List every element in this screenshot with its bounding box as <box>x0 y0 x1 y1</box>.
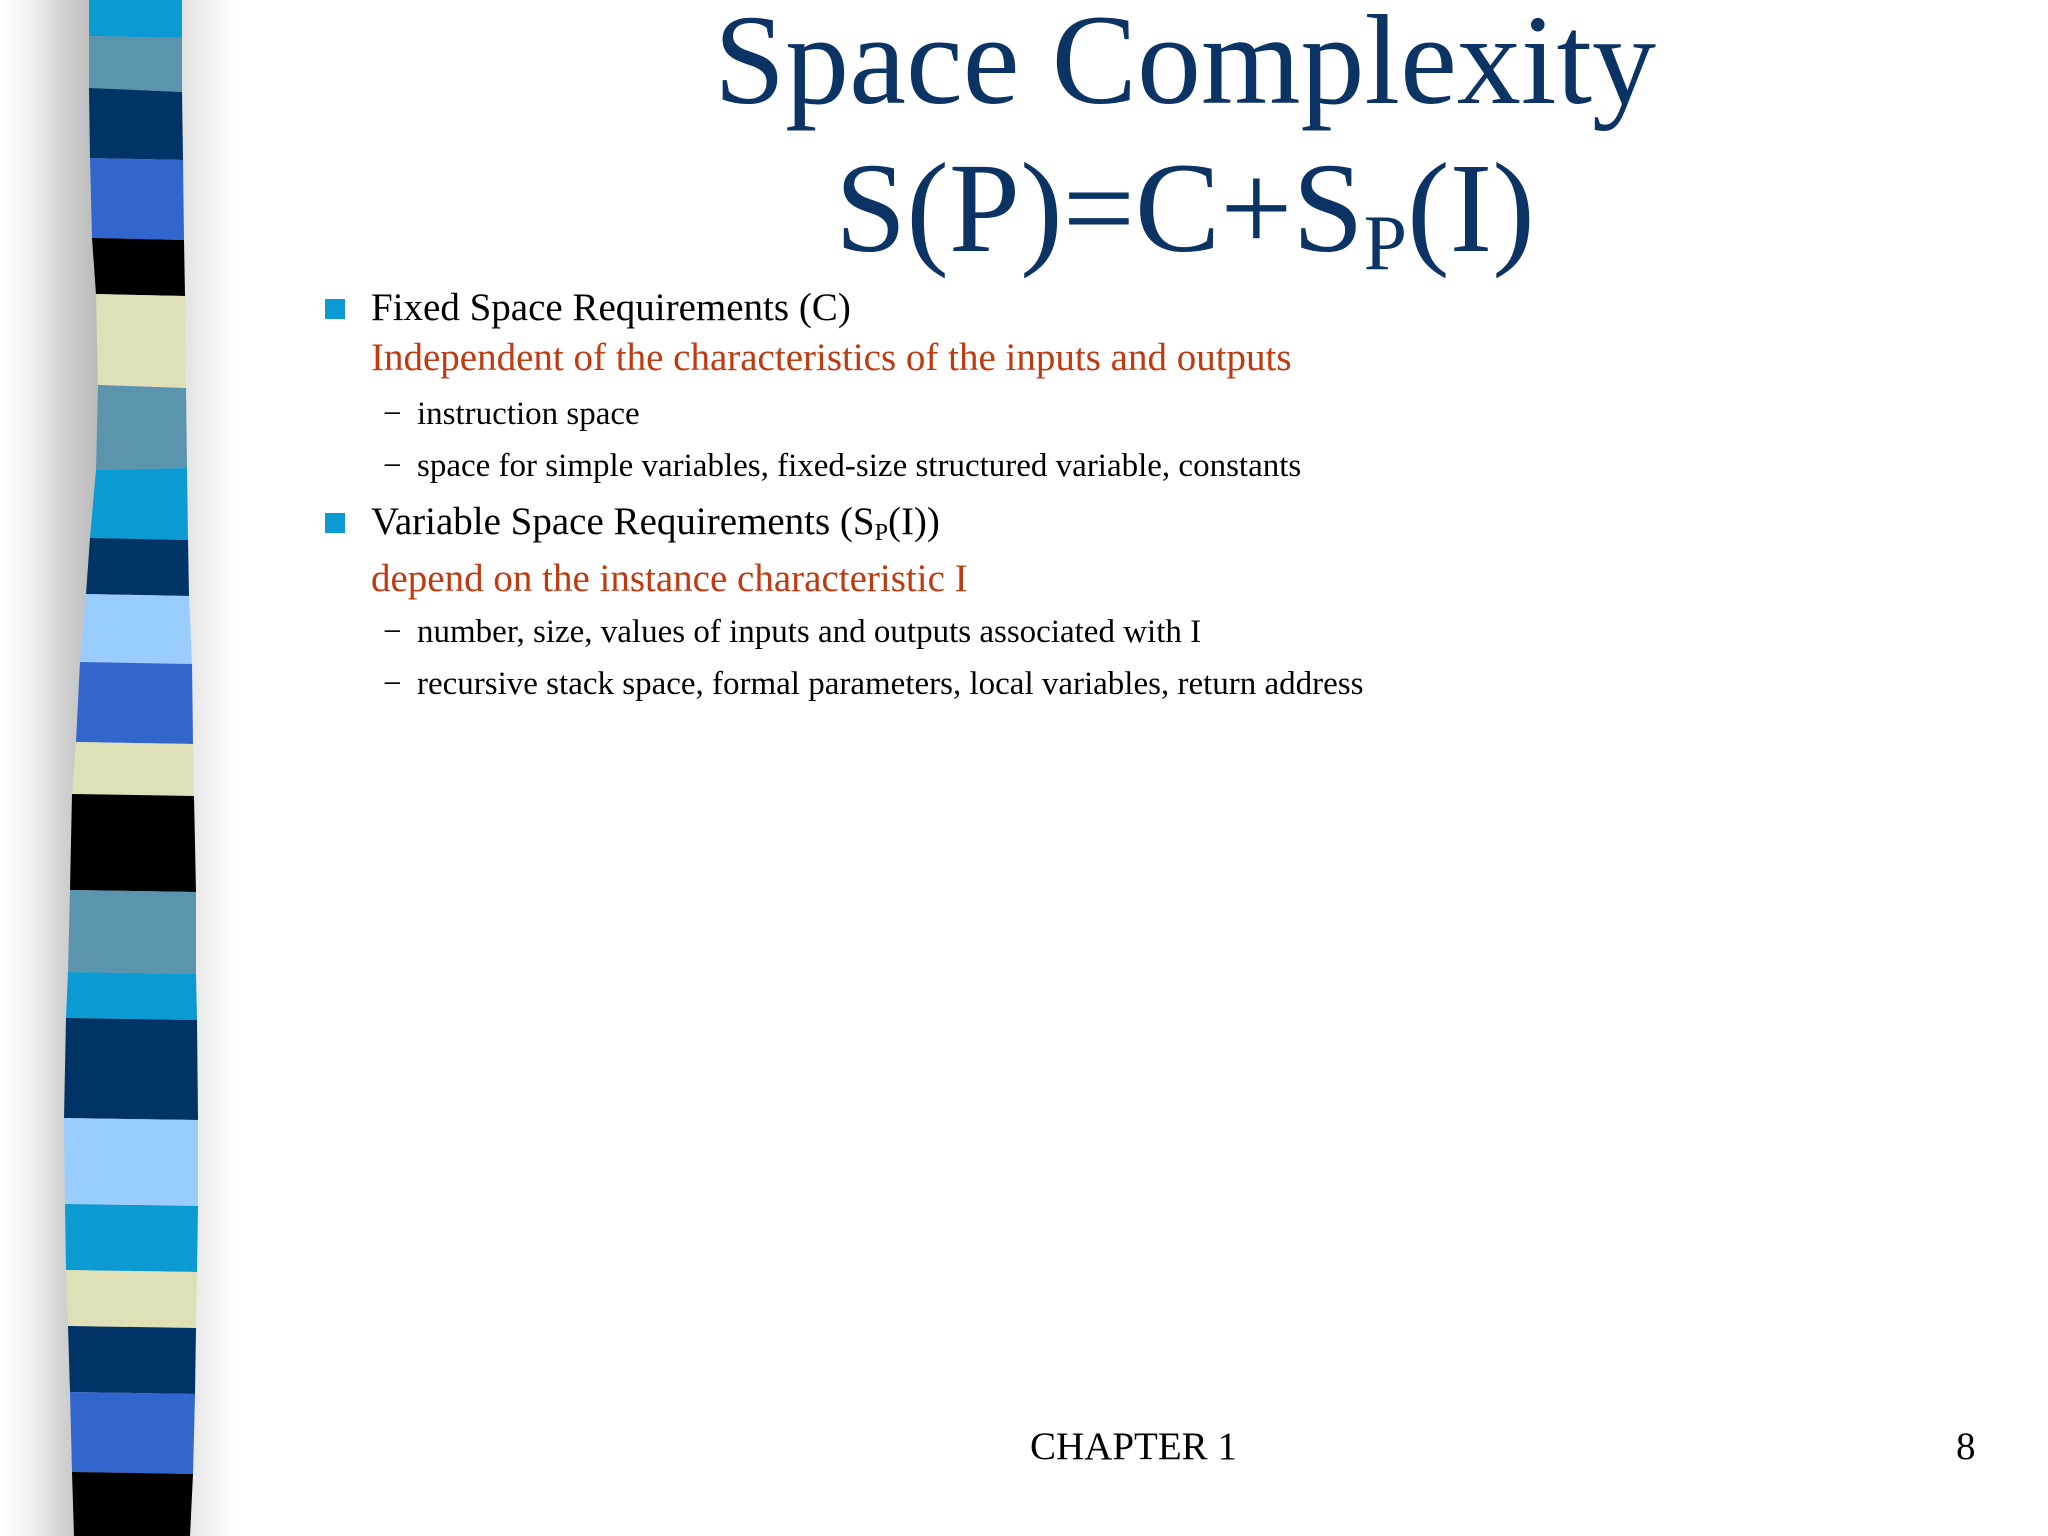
footer-chapter: CHAPTER 1 <box>1030 1425 1237 1468</box>
stripe-band <box>89 88 183 160</box>
stripe-band <box>89 0 182 38</box>
bullet-heading: Fixed Space Requirements (C) <box>371 286 851 329</box>
sub-item <box>383 396 640 433</box>
sub-item-text: number, size, values of inputs and outputs associated with I <box>417 614 1202 650</box>
dash-icon: − <box>383 614 402 650</box>
stripe-band <box>90 468 188 540</box>
stripe-band <box>90 158 184 240</box>
dash-icon: − <box>383 666 402 702</box>
bullet-note: Independent of the characteristics of the inputs and outputs <box>371 336 1292 379</box>
title-formula <box>560 134 1810 286</box>
heading-subscript: P <box>874 520 888 546</box>
stripe-band <box>92 238 185 296</box>
title-line-1: Space Complexity <box>713 0 1657 131</box>
stripe-band <box>68 1326 196 1394</box>
page-number: 8 <box>1956 1425 1976 1468</box>
square-bullet-icon <box>325 513 345 533</box>
sub-item-text: space for simple variables, fixed-size structured variable, constants <box>417 448 1302 484</box>
slide-title <box>560 0 1810 286</box>
sub-item <box>383 614 1201 651</box>
stripe-band <box>80 594 192 664</box>
dash-icon: − <box>383 448 402 484</box>
stripe-band <box>76 662 193 744</box>
sub-item-text: recursive stack space, formal parameters, local variables, return address <box>417 666 1364 702</box>
heading-main: Variable Space Requirements (S <box>371 500 875 543</box>
stripe-band <box>66 972 197 1020</box>
stripe-band <box>86 538 189 596</box>
sub-item <box>383 448 1301 485</box>
heading-tail: (I)) <box>887 500 940 543</box>
formula-main: S(P)=C+S <box>835 137 1364 279</box>
sub-item-text: instruction space <box>417 396 640 432</box>
stripe-band <box>72 742 194 796</box>
stripe-band <box>96 385 187 470</box>
stripe-band <box>68 890 196 974</box>
dash-icon: − <box>383 396 402 432</box>
decorative-stripe <box>0 0 240 1536</box>
stripe-band <box>64 1018 198 1120</box>
stripe-band <box>96 294 186 388</box>
bullet-heading <box>371 499 940 544</box>
stripe-band <box>70 794 196 892</box>
bullet-note: depend on the instance characteristic I <box>371 557 968 600</box>
stripe-band <box>66 1270 197 1328</box>
formula-subscript: P <box>1363 199 1408 286</box>
square-bullet-icon <box>325 299 345 319</box>
stripe-band <box>89 36 182 92</box>
stripe-band <box>72 1472 193 1536</box>
formula-tail: (I) <box>1407 137 1535 279</box>
stripe-band <box>64 1118 198 1206</box>
stripe-band <box>70 1392 195 1474</box>
sub-item <box>383 666 1363 703</box>
stripe-band <box>65 1204 198 1272</box>
